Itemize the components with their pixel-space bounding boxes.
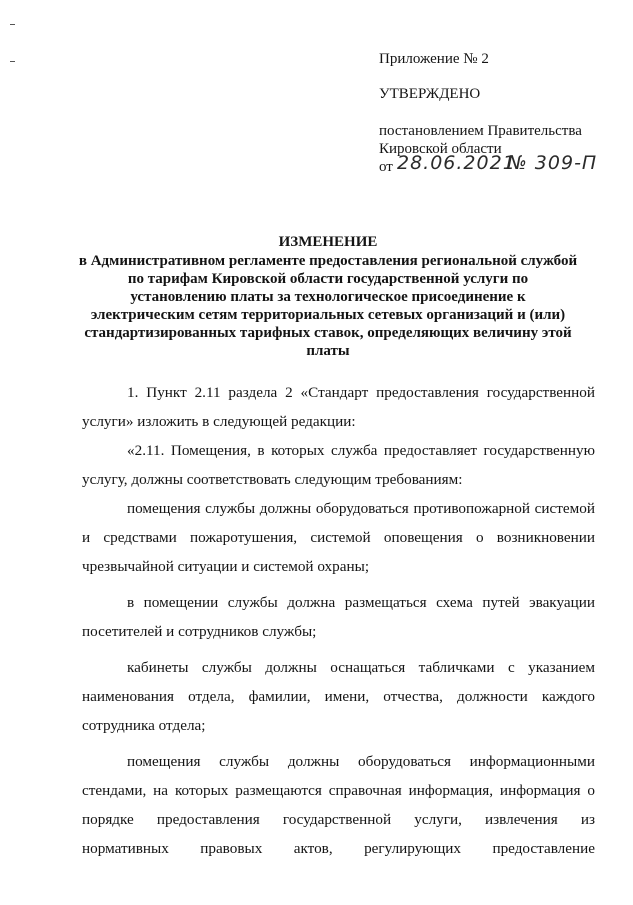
date-prefix: от	[379, 159, 393, 175]
text-line: 1. Пункт 2.11 раздела 2 «Стандарт предоставления государственной	[127, 384, 595, 401]
text-line: посетителей и сотрудников службы;	[82, 623, 317, 640]
title-heading: ИЗМЕНЕНИЕ	[278, 234, 378, 250]
document-title	[60, 233, 596, 360]
text-line: помещения службы должны оборудоваться противопожарной системой	[127, 500, 595, 517]
paragraph-4	[82, 588, 595, 646]
document-body	[82, 378, 595, 863]
decree-line-1: постановлением Правительства	[379, 123, 582, 139]
approved-stamp-text: УТВЕРЖДЕНО	[379, 86, 481, 102]
title-line: стандартизированных тарифных ставок, определяющих величину этой	[84, 325, 572, 341]
text-line: стендами, на которых размещаются справочная информация, информация о	[82, 782, 595, 799]
handwritten-number: № 309-П	[507, 152, 598, 174]
text-line: порядке предоставления государственной услуги, извлечения из	[82, 811, 595, 828]
text-line: сотрудника отдела;	[82, 717, 206, 734]
text-line: услугу, должны соответствовать следующим требованиям:	[82, 471, 463, 488]
paragraph-1	[82, 378, 595, 436]
scan-mark-bottom	[10, 61, 15, 62]
text-line: помещения службы должны оборудоваться информационными	[127, 753, 595, 770]
text-line: кабинеты службы должны оснащаться табличками с указанием	[127, 659, 595, 676]
text-line: «2.11. Помещения, в которых служба предоставляет государственную	[127, 442, 595, 459]
appendix-label: Приложение № 2	[379, 51, 489, 67]
title-line: в Административном регламенте предоставления региональной службой	[78, 253, 578, 269]
appendix-block	[379, 50, 619, 178]
paragraph-5	[82, 653, 595, 740]
text-line: в помещении службы должна размещаться схема путей эвакуации	[127, 594, 595, 611]
text-line: и средствами пожаротушения, системой оповещения о возникновении	[82, 529, 595, 546]
text-line: чрезвычайной ситуации и системой охраны;	[82, 558, 370, 575]
decree-line-2: Кировской области	[379, 141, 502, 157]
handwritten-date: 28.06.2021	[397, 152, 516, 174]
text-line: наименования отдела, фамилии, имени, отчества, должности каждого	[82, 688, 595, 705]
text-line: услуги» изложить в следующей редакции:	[82, 413, 356, 430]
text-line: нормативных правовых актов, регулирующих предоставление	[82, 840, 595, 857]
title-line: платы	[306, 343, 350, 359]
decree-date-line	[379, 152, 619, 178]
paragraph-2	[82, 436, 595, 494]
paragraph-6	[82, 747, 595, 863]
title-line: установлению платы за технологическое присоединение к	[130, 289, 526, 305]
paragraph-3	[82, 494, 595, 581]
title-line: электрическим сетям территориальных сетевых организаций и (или)	[90, 307, 566, 323]
title-line: по тарифам Кировской области государственной услуги по	[127, 271, 529, 287]
scan-mark-top	[10, 24, 15, 25]
